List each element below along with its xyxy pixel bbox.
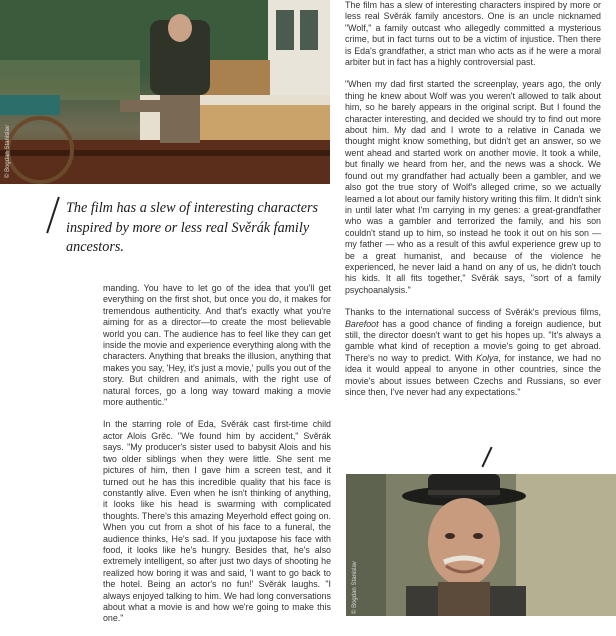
pull-quote-slash xyxy=(46,197,60,234)
paragraph xyxy=(345,307,601,398)
pull-quote: The film has a slew of interesting characters inspired by more or less real Svěrák family ancestors. xyxy=(66,200,319,255)
article-column-left xyxy=(103,283,331,636)
photo-illustration xyxy=(0,0,330,184)
film-title: Kolya xyxy=(476,352,499,363)
text-span: , for instance, we had no idea it would appeal to anyone in other countries, since the movie's about issues between Czechs and Russians, so ever since then, I've never had any expectations." xyxy=(345,352,601,397)
photo-man-in-hat xyxy=(346,474,616,616)
photo-illustration xyxy=(346,474,616,616)
end-slash xyxy=(481,447,492,468)
film-title: Barefoot xyxy=(345,318,379,329)
article-column-right xyxy=(345,0,601,409)
paragraph: In the starring role of Eda, Svěrák cast first-time child actor Alois Grěc. "We found him by accident," Svěrák says. "My producer's sister used to babysit Alois and his two older siblings when they were little. She sent me pictures of him, then I gave him a screen test, and it turned out he has this incredible quality that his face is constantly alive. Even when he isn't thinking of anything, it looks like his head is swarming with complicated thoughts. There's this amazing Meyerhold effect going on. When you cut from a shot of his face to a funeral, the audience thinks, He's sad. If you juxtapose his face with food, it looks like he's hungry. Besides that, he's also extremely intelligent, so after just two days of shooting he realized how boring it was and said, 'I want to go back to the hotel. Being an actor's no fun!' Svěrák laughs. "I always enjoyed talking to him. We had long conversations about what a movie is and how we're going to make this one." xyxy=(103,419,331,624)
paragraph: The film has a slew of interesting characters inspired by more or less real Svěrák family ancestors. One is an uncle nicknamed "Wolf," a family outcast who allegedly committed a mysterious crime, but in fact turns out to be a victim of injustice. Then there is Eda's grandfather, a strict man who acts as if he were a moral arbiter but in fact has a highly controversial past. xyxy=(345,0,601,68)
text-span: has a good chance of finding a foreign audience, but still, the director doesn't want to get his hopes up. "It's always a gamble what kind of reception a movie's going to get abroad. There's no way to predict. With xyxy=(345,318,601,363)
photo-credit: © Bogdan Stanislav xyxy=(352,561,358,614)
paragraph: manding. You have to let go of the idea that you'll get everything on the first shot, but once you do, it makes for tremendous authenticity. And that's exactly what you're aiming for as a director—to create the most believable world you can. The audience has to feel like they can get inside the movie and experience everything along with the characters. Anything that breaks the illusion, anything that makes you say, 'Hey, it's just a movie,' pulls you out of the story. But children and animals, with the right use of natural forces, go a long way toward making a movie more authentic." xyxy=(103,283,331,408)
photo-man-on-cart xyxy=(0,0,330,184)
paragraph: "When my dad first started the screenplay, years ago, the only thing he knew about Wolf was you weren't allowed to talk about him, so he barely appears in the original script. But I found the character interesting, and decided we should try to find out more about him. My dad and I wrote to a relative in Canada we thought might know something, but didn't get an answer, so we went ahead and started work on another movie. It took a while, but finally we heard from her, and the news was a shock. We found out my grandfather had actually been a gambler, and we also got the true story of Wolf's alleged crime, so we actually learned a lot about our family history writing this film. It didn't sink in until later what I'm carrying in my genes: a great-grandfather who was a gambler and terrorized the family, and his son couldn't stand up to him, so instead he took it out on his son — my father — who as a result of this awful experience grew up to be a great humanist, and because of the violence he experienced, he never laid a hand on any of us, he didn't touch his kids. It all fits together," Svěrák says, "sort of a family psychoanalysis." xyxy=(345,79,601,295)
text-span: Thanks to the international success of Svěrák's previous films, xyxy=(345,307,601,318)
photo-credit: © Bogdan Stanislav xyxy=(5,125,11,178)
